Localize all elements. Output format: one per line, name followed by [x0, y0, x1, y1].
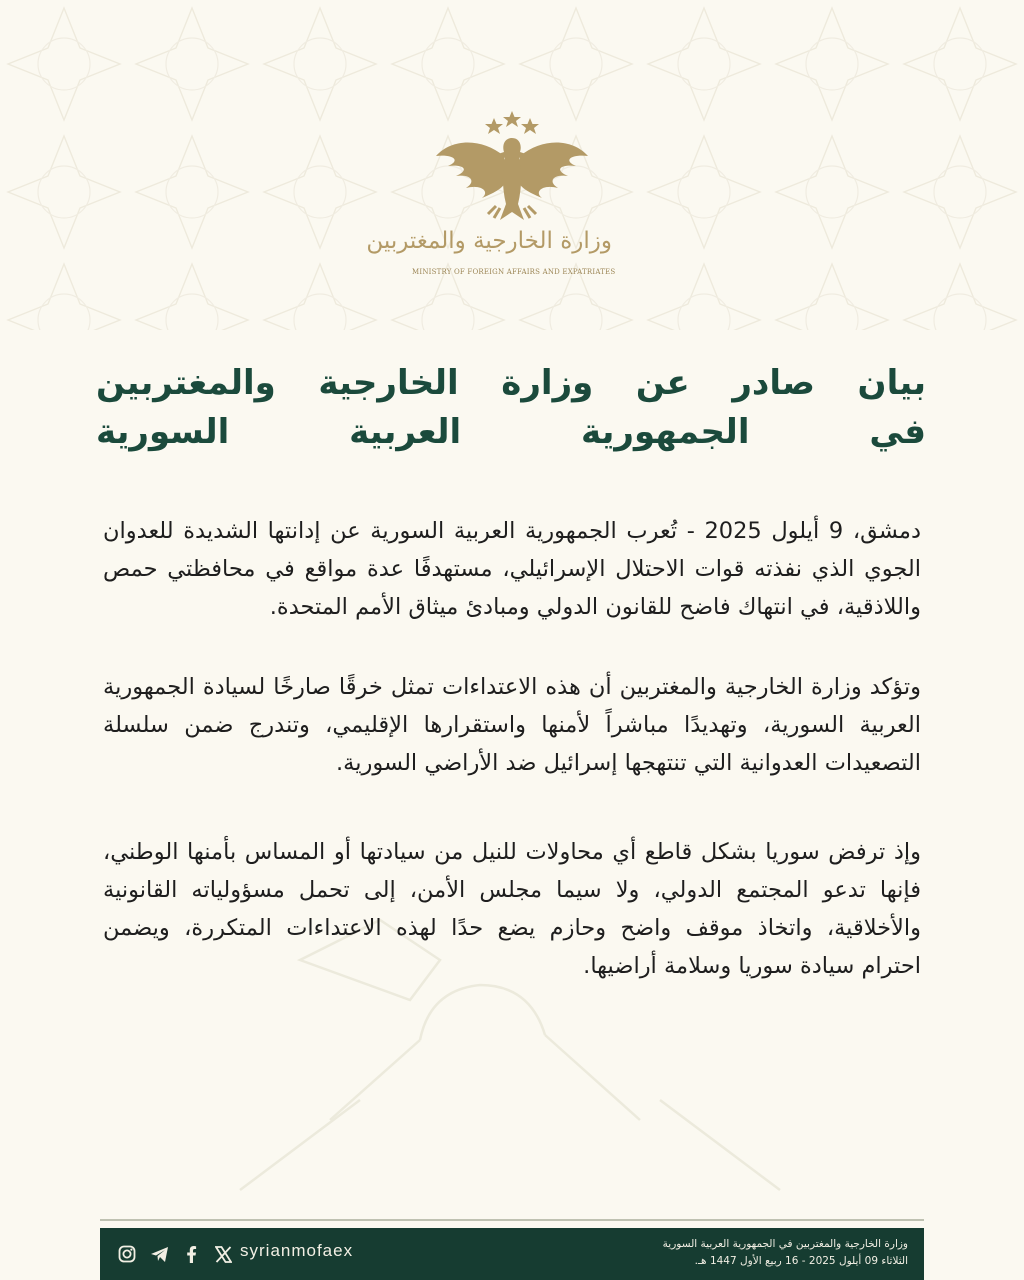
paragraph-line: والأخلاقية، واتخاذ موقف واضح وحازم يضع حدًا لهذه الاعتداءات المتكررة، ويضمن — [103, 915, 921, 941]
paragraph-1 — [103, 512, 921, 626]
social-links — [116, 1228, 234, 1280]
footer-bar — [100, 1228, 924, 1280]
paragraph-line: وإذ ترفض سوريا بشكل قاطع أي محاولات للنيل من سيادتها أو المساس بأمنها الوطني، — [103, 839, 921, 865]
paragraph-line: دمشق، 9 أيلول 2025 - تُعرب الجمهورية العربية السورية عن إدانتها الشديدة للعدوان — [103, 518, 921, 544]
ministry-name-english: MINISTRY OF FOREIGN AFFAIRS AND EXPATRIATES — [412, 268, 616, 276]
footer-date-line: الثلاثاء 09 أيلول 2025 - 16 ربيع الأول 1447 هـ. — [694, 1255, 908, 1267]
paragraph-3 — [103, 833, 921, 985]
star-right — [521, 118, 539, 134]
ministry-name-arabic: وزارة الخارجية والمغتربين — [366, 228, 612, 254]
star-left — [485, 118, 503, 134]
eagle-right-wing — [516, 143, 588, 199]
paragraph-line: العربية السورية، وتهديدًا مباشراً لأمنها واستقرارها الإقليمي، وتندرج ضمن سلسلة — [103, 712, 921, 738]
x-icon[interactable] — [212, 1243, 234, 1265]
paragraph-line: الجوي الذي نفذته قوات الاحتلال الإسرائيلي، مستهدفًا عدة مواقع في محافظتي حمص — [103, 556, 921, 582]
ministry-emblem — [366, 108, 616, 288]
footer-info — [663, 1236, 908, 1270]
statement-body — [103, 512, 921, 626]
statement-body-2 — [103, 668, 921, 782]
paragraph-line: فإنها تدعو المجتمع الدولي، ولا سيما مجلس الأمن، إلى تحمل مسؤولياته القانونية — [103, 877, 921, 903]
footer-divider — [100, 1219, 924, 1221]
statement-body-3 — [103, 833, 921, 985]
facebook-icon[interactable] — [180, 1243, 202, 1265]
footer-ministry-line: وزارة الخارجية والمغتربين في الجمهورية العربية السورية — [662, 1238, 908, 1250]
paragraph-2 — [103, 668, 921, 782]
eagle-left-wing — [436, 143, 508, 199]
paragraph-line: احترام سيادة سوريا وسلامة أراضيها. — [583, 953, 921, 979]
statement-title-line-2: في الجمهورية العربية السورية — [96, 412, 926, 452]
star-center — [503, 111, 521, 127]
paragraph-line: التصعيدات العدوانية التي تنتهجها إسرائيل ضد الأراضي السورية. — [336, 750, 921, 776]
instagram-icon[interactable] — [116, 1243, 138, 1265]
paragraph-line: وتؤكد وزارة الخارجية والمغتربين أن هذه الاعتداءات تمثل خرقًا صارخًا لسيادة الجمهورية — [103, 674, 921, 700]
paragraph-line: واللاذقية، في انتهاك فاضح للقانون الدولي ومبادئ ميثاق الأمم المتحدة. — [269, 594, 921, 620]
social-handle[interactable]: syrianmofaex — [240, 1241, 354, 1260]
telegram-icon[interactable] — [148, 1243, 170, 1265]
statement-title-line-1: بيان صادر عن وزارة الخارجية والمغتربين — [96, 363, 926, 403]
